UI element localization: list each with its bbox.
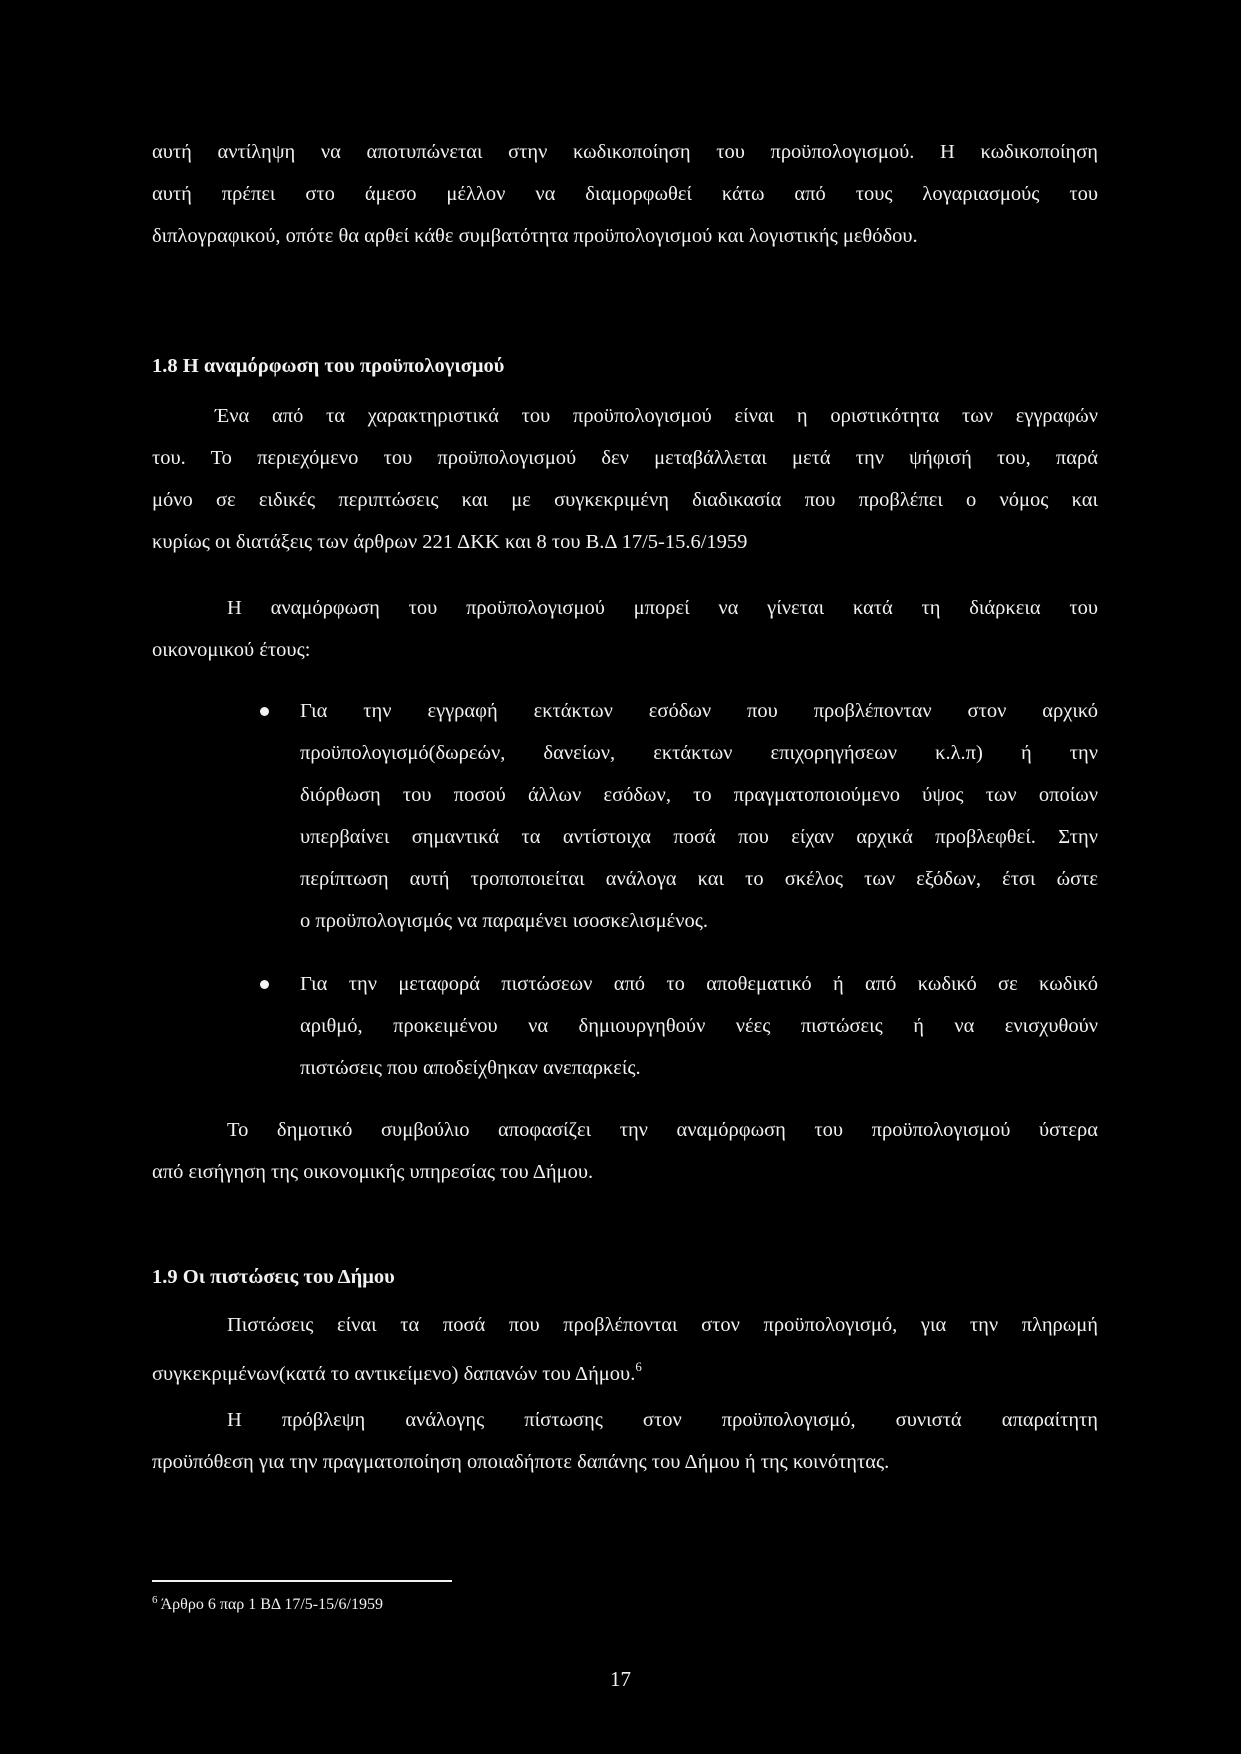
paragraph: [152, 1109, 1098, 1193]
paragraph: [152, 587, 1098, 671]
text-line: από εισήγηση της οικονομικής υπηρεσίας του Δήμου.: [152, 1161, 594, 1183]
text-line: προϋπολογισμό(δωρεών, δανείων, εκτάκτων επιχορηγήσεων κ.λ.π) ή την: [300, 742, 1098, 764]
text-line: αριθμό, προκειμένου να δημιουργηθούν νέες πιστώσεις ή να ενισχυθούν: [300, 1015, 1098, 1037]
text-line: Η αναμόρφωση του προϋπολογισμού μπορεί να γίνεται κατά τη διάρκεια του: [227, 597, 1098, 619]
text-line: οικονομικού έτους:: [152, 639, 311, 661]
text-line: ο προϋπολογισμός να παραμένει ισοσκελισμένος.: [300, 910, 708, 932]
bullet-icon: [260, 980, 269, 989]
text-line: διόρθωση του ποσού άλλων εσόδων, το πραγματοποιούμενο ύψος των οποίων: [300, 784, 1098, 806]
text-line: μόνο σε ειδικές περιπτώσεις και με συγκεκριμένη διαδικασία που προβλέπει ο νόμος και: [152, 489, 1098, 511]
text-line: αυτή αντίληψη να αποτυπώνεται στην κωδικοποίηση του προϋπολογισμού. Η κωδικοποίηση: [152, 141, 1098, 163]
text-line: πιστώσεις που αποδείχθηκαν ανεπαρκείς.: [300, 1057, 641, 1079]
bullet-icon: [260, 707, 269, 716]
section-heading-1-9: 1.9 Οι πιστώσεις του Δήμου: [152, 1266, 395, 1288]
text-line: [152, 1346, 1098, 1388]
text-line: υπερβαίνει σημαντικά τα αντίστοιχα ποσά που είχαν αρχικά προβλεφθεί. Στην: [300, 826, 1098, 848]
text-segment: συγκεκριμένων(κατά το αντικείμενο) δαπανών του Δήμου.: [152, 1363, 636, 1385]
footnote-text: Άρθρο 6 παρ 1 ΒΔ 17/5-15/6/1959: [160, 1596, 383, 1613]
section-heading-1-8: 1.8 Η αναμόρφωση του προϋπολογισμού: [152, 355, 505, 377]
list-item: [300, 690, 1098, 942]
page-number: 17: [610, 1667, 631, 1691]
paragraph: [152, 395, 1098, 563]
text-line: Το δημοτικό συμβούλιο αποφασίζει την αναμόρφωση του προϋπολογισμού ύστερα: [227, 1119, 1098, 1141]
text-line: του. Το περιεχόμενο του προϋπολογισμού δεν μεταβάλλεται μετά την ψήφισή του, παρά: [152, 447, 1098, 469]
footnote: [152, 1594, 383, 1614]
text-line: Για την εγγραφή εκτάκτων εσόδων που προβλέπονταν στον αρχικό: [300, 700, 1098, 722]
text-line: Η πρόβλεψη ανάλογης πίστωσης στον προϋπολογισμό, συνιστά απαραίτητη: [227, 1409, 1098, 1431]
footnote-reference: 6: [635, 1359, 642, 1374]
text-line: Για την μεταφορά πιστώσεων από το αποθεματικό ή από κωδικό σε κωδικό: [300, 973, 1098, 995]
text-line: διπλογραφικού, οπότε θα αρθεί κάθε συμβατότητα προϋπολογισμού και λογιστικής μεθόδου.: [152, 225, 918, 247]
paragraph: [152, 1304, 1098, 1388]
text-line: Ένα από τα χαρακτηριστικά του προϋπολογισμού είναι η οριστικότητα των εγγραφών: [215, 405, 1098, 427]
text-line: περίπτωση αυτή τροποποιείται ανάλογα και το σκέλος των εξόδων, έτσι ώστε: [300, 868, 1098, 890]
text-line: προϋπόθεση για την πραγματοποίηση οποιαδήποτε δαπάνης του Δήμου ή της κοινότητας.: [152, 1451, 890, 1473]
footnote-number: 6: [152, 1594, 158, 1606]
text-line: κυρίως οι διατάξεις των άρθρων 221 ΔΚΚ και 8 του Β.Δ 17/5-15.6/1959: [152, 531, 748, 553]
footnote-separator: [152, 1580, 452, 1582]
intro-paragraph: [152, 131, 1098, 257]
text-line: Πιστώσεις είναι τα ποσά που προβλέπονται στον προϋπολογισμό, για την πληρωμή: [227, 1314, 1098, 1336]
list-item: [300, 963, 1098, 1089]
text-line: αυτή πρέπει στο άμεσο μέλλον να διαμορφωθεί κάτω από τους λογαριασμούς του: [152, 183, 1098, 205]
paragraph: [152, 1399, 1098, 1483]
